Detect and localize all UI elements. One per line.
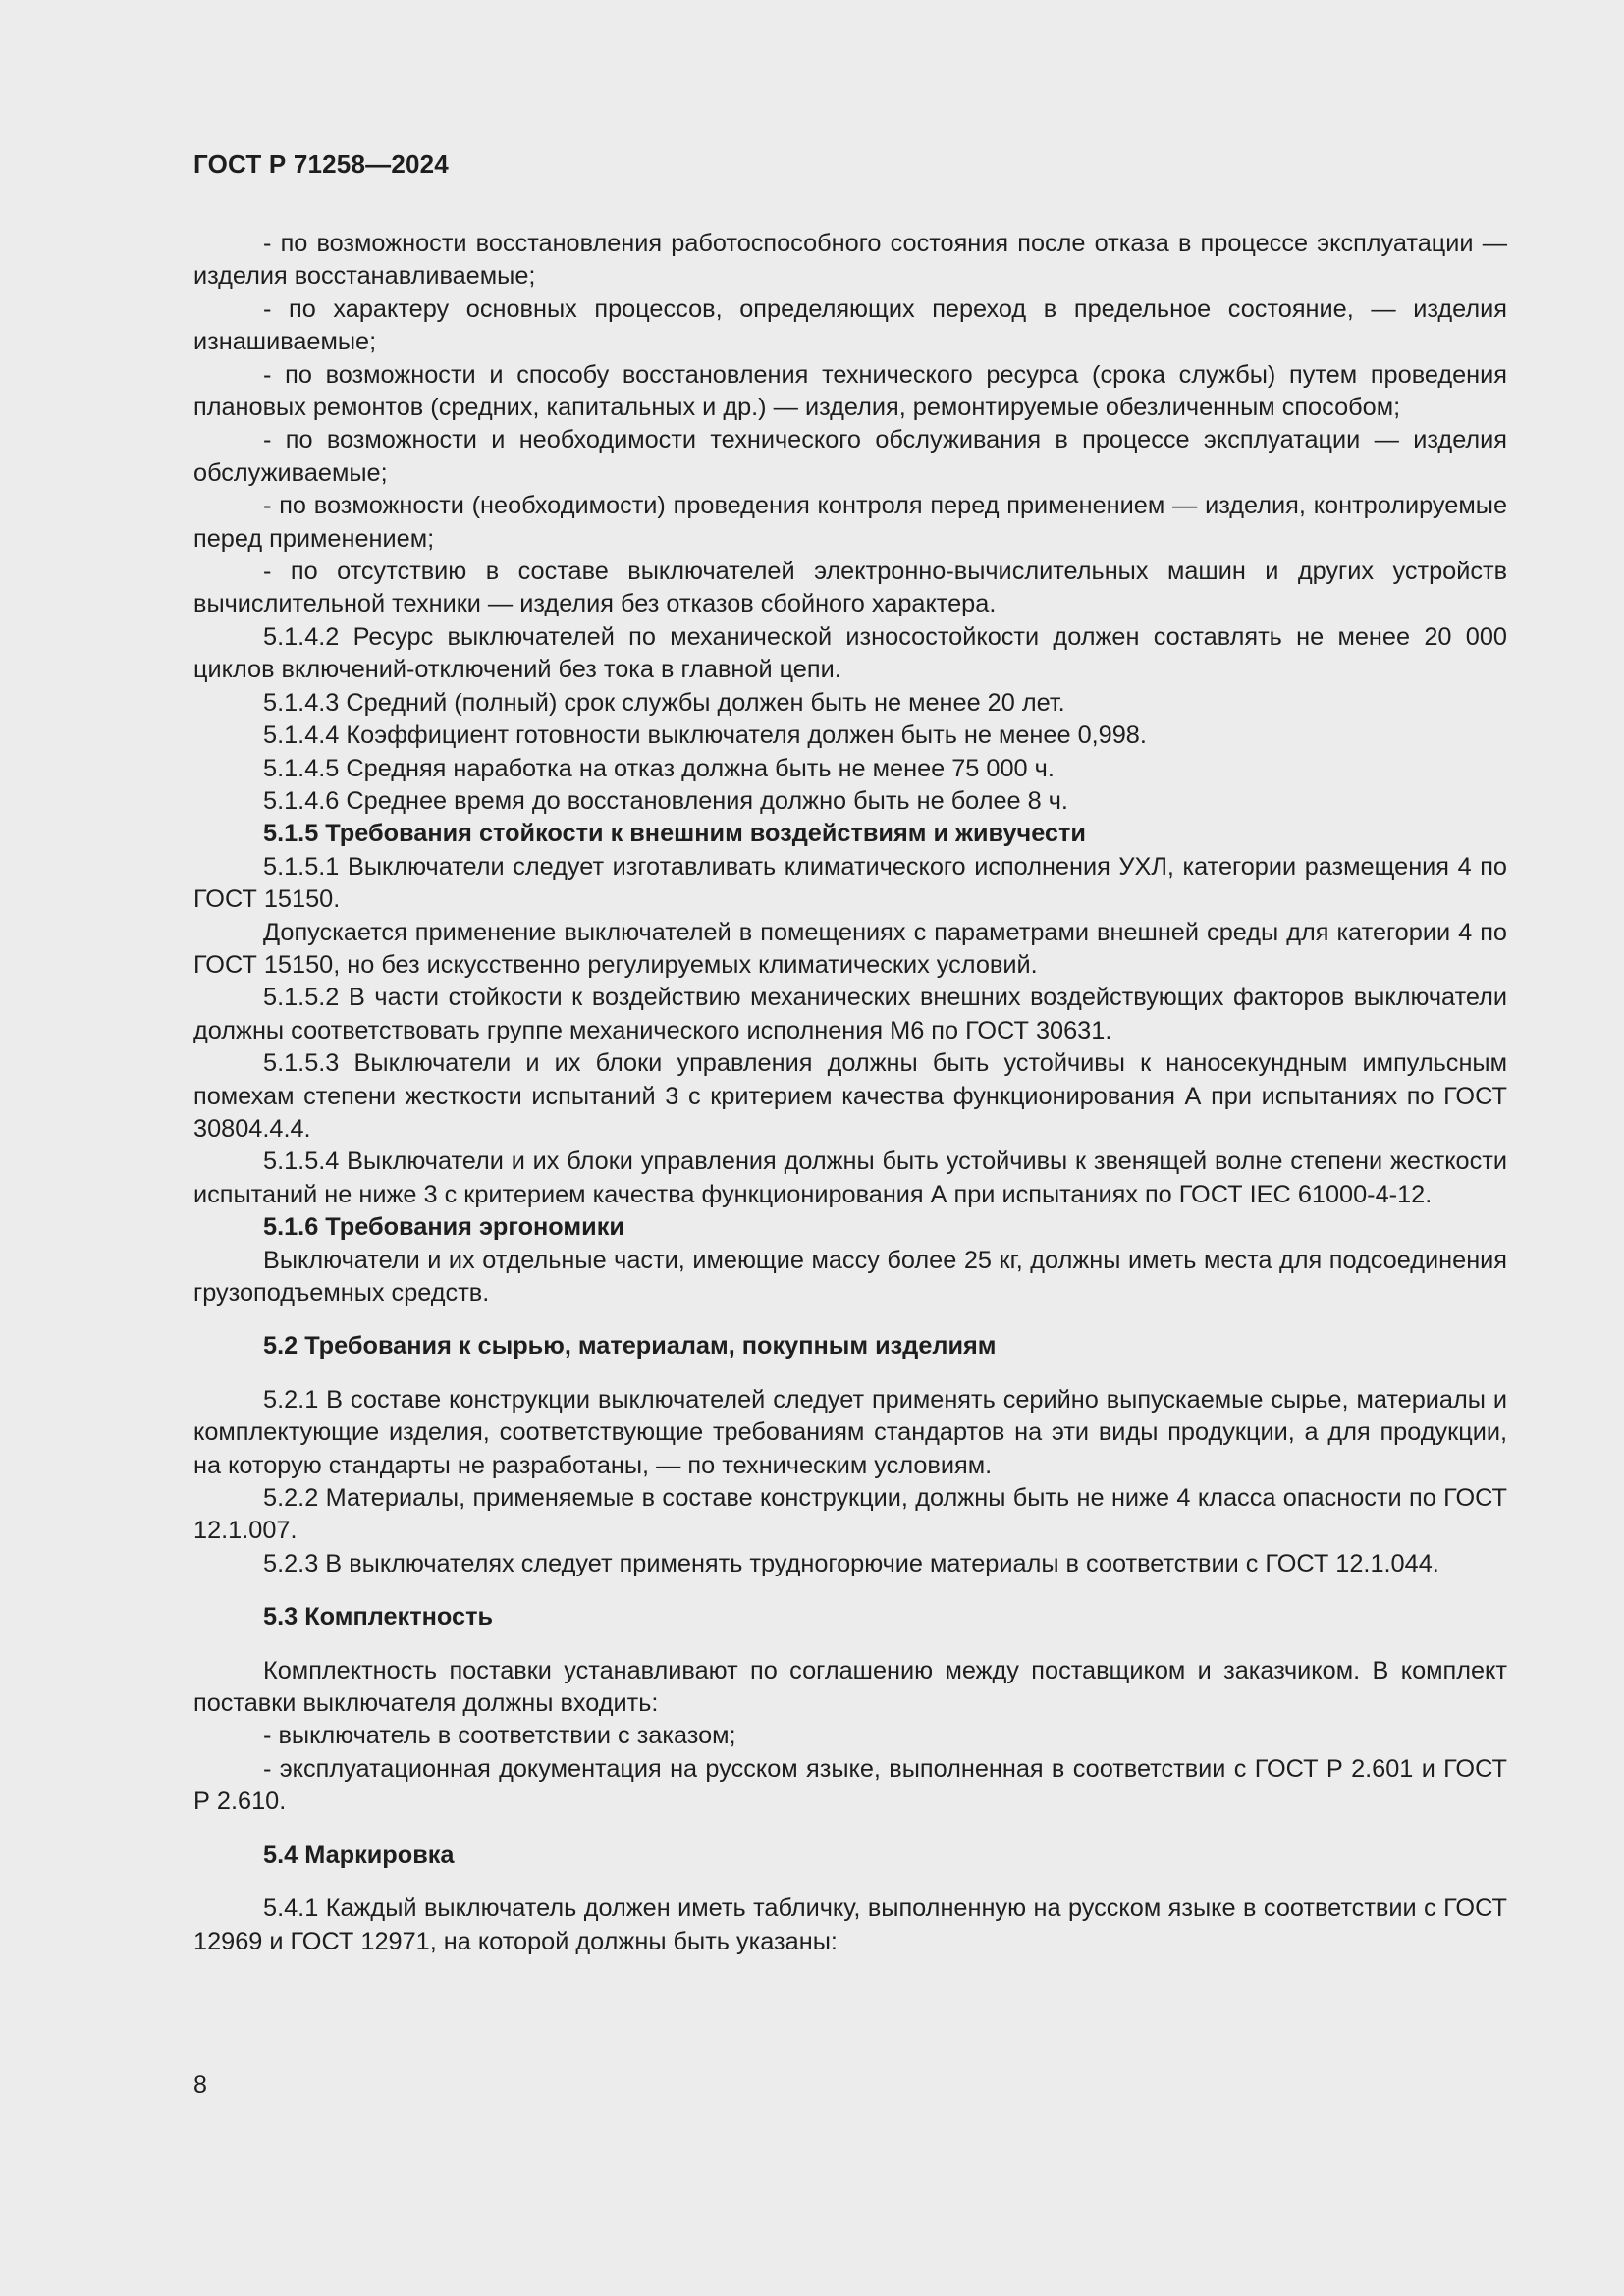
list-item: - по отсутствию в составе выключателей электронно-вычислительных машин и других устройств вычислительной техники — изделия без отказов сбойного характера. bbox=[193, 556, 1507, 621]
paragraph: 5.1.5.3 Выключатели и их блоки управления должны быть устойчивы к наносекундным импульсным помехам степени жесткости испытаний 3 с критерием качества функционирования А при испытаниях по ГОСТ 30804.4.4. bbox=[193, 1049, 1507, 1143]
list-item: - по возможности и необходимости технического обслуживания в процессе эксплуатации — изделия обслуживаемые; bbox=[193, 424, 1507, 490]
paragraph: 5.2.3 В выключателях следует применять трудногорючие материалы в соответствии с ГОСТ 12.1.044. bbox=[263, 1549, 1439, 1577]
section-heading: 5.2 Требования к сырью, материалам, покупным изделиям bbox=[263, 1332, 997, 1361]
paragraph: Комплектность поставки устанавливают по соглашению между поставщиком и заказчиком. В комплект поставки выключателя должны входить: bbox=[193, 1656, 1507, 1718]
paragraph: Допускается применение выключателей в помещениях с параметрами внешней среды для категории 4 по ГОСТ 15150, но без искусственно регулируемых климатических условий. bbox=[193, 918, 1507, 979]
list-item: - по возможности восстановления работоспособного состояния после отказа в процессе эксплуатации — изделия восстанавливаемые; bbox=[193, 228, 1507, 294]
paragraph: 5.1.5.4 Выключатели и их блоки управления должны быть устойчивы к звенящей волне степени жесткости испытаний не ниже 3 с критерием качества функционирования А при испытаниях по ГОСТ IEC 61000-4-12. bbox=[193, 1148, 1507, 1208]
list-item: - эксплуатационная документация на русском языке, выполненная в соответствии с ГОСТ Р 2.601 и ГОСТ Р 2.610. bbox=[193, 1753, 1507, 1819]
list-item: - выключатель в соответствии с заказом; bbox=[193, 1720, 1507, 1752]
paragraph: 5.1.4.3 Средний (полный) срок службы должен быть не менее 20 лет. bbox=[263, 688, 1065, 717]
paragraph: 5.4.1 Каждый выключатель должен иметь табличку, выполненную на русском языке в соответствии с ГОСТ 12969 и ГОСТ 12971, на которой должны быть указаны: bbox=[193, 1895, 1507, 1955]
subsection-heading: 5.1.6 Требования эргономики bbox=[263, 1213, 624, 1242]
page-number: 8 bbox=[193, 2071, 207, 2099]
paragraph: 5.2.1 В составе конструкции выключателей следует применять серийно выпускаемые сырье, материалы и комплектующие изделия, соответствующие требованиям стандартов на эти виды продукции, а для продукции, на которую стандарты не разработаны, — по техническим условиям. bbox=[193, 1385, 1507, 1479]
paragraph: 5.1.5.2 В части стойкости к воздействию механических внешних воздействующих факторов выключатели должны соответствовать группе механического исполнения М6 по ГОСТ 30631. bbox=[193, 984, 1507, 1044]
paragraph: 5.1.5.1 Выключатели следует изготавливать климатического исполнения УХЛ, категории размещения 4 по ГОСТ 15150. bbox=[193, 852, 1507, 914]
list-item: - по характеру основных процессов, определяющих переход в предельное состояние, — изделия изнашиваемые; bbox=[193, 294, 1507, 359]
list-item: - по возможности (необходимости) проведения контроля перед применением — изделия, контролируемые перед применением; bbox=[193, 490, 1507, 556]
section-heading: 5.4 Маркировка bbox=[263, 1841, 455, 1869]
paragraph: 5.1.4.4 Коэффициент готовности выключателя должен быть не менее 0,998. bbox=[263, 721, 1147, 750]
paragraph: 5.1.4.5 Средняя наработка на отказ должна быть не менее 75 000 ч. bbox=[263, 754, 1055, 782]
paragraph: 5.2.2 Материалы, применяемые в составе конструкции, должны быть не ниже 4 класса опасности по ГОСТ 12.1.007. bbox=[193, 1484, 1507, 1545]
document-body bbox=[193, 228, 1507, 1958]
section-heading: 5.3 Комплектность bbox=[263, 1603, 494, 1631]
document-code-header: ГОСТ Р 71258—2024 bbox=[193, 149, 449, 179]
subsection-heading: 5.1.5 Требования стойкости к внешним воздействиям и живучести bbox=[263, 820, 1086, 848]
paragraph: Выключатели и их отдельные части, имеющие массу более 25 кг, должны иметь места для подсоединения грузоподъемных средств. bbox=[193, 1246, 1507, 1307]
list-item: - по возможности и способу восстановления технического ресурса (срока службы) путем проведения плановых ремонтов (средних, капитальных и др.) — изделия, ремонтируемые обезличенным способом; bbox=[193, 359, 1507, 425]
paragraph: 5.1.4.6 Среднее время до восстановления должно быть не более 8 ч. bbox=[263, 786, 1068, 815]
paragraph: 5.1.4.2 Ресурс выключателей по механической износостойкости должен составлять не менее 20 000 циклов включений-отключений без тока в главной цепи. bbox=[193, 622, 1507, 684]
